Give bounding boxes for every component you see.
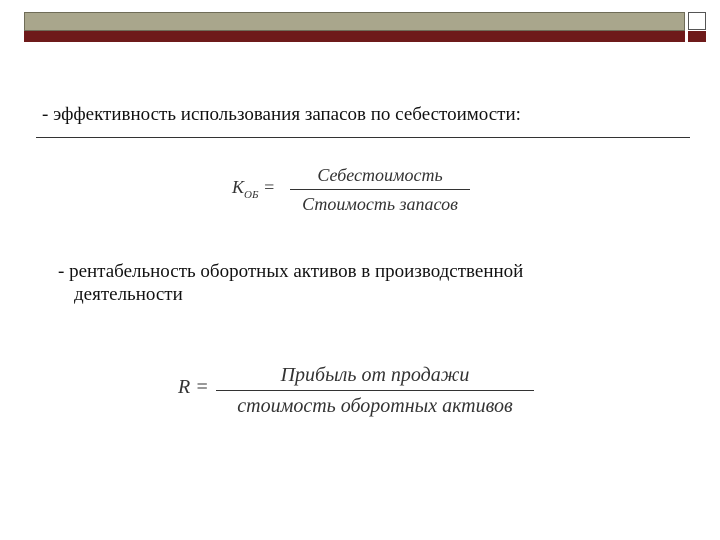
title-bar-decoration	[24, 12, 685, 31]
divider-line	[36, 137, 690, 138]
fraction-numerator: Себестоимость	[317, 165, 443, 185]
corner-accent-decoration	[688, 31, 706, 42]
fraction-denominator: стоимость оборотных активов	[237, 395, 513, 417]
equals-sign: =	[262, 177, 276, 197]
paragraph-line-1: - рентабельность оборотных активов в производственной	[58, 261, 524, 282]
paragraph-line-2: деятельности	[74, 284, 183, 305]
formula-symbol: K	[232, 177, 245, 197]
section-paragraph	[58, 260, 638, 306]
fraction-bar	[290, 189, 470, 190]
accent-bar-decoration	[24, 31, 685, 42]
fraction-bar	[216, 390, 534, 391]
fraction	[290, 165, 470, 215]
corner-square-decoration	[688, 12, 706, 30]
formula-lhs: R =	[178, 376, 209, 398]
formula-subscript: ОБ	[244, 189, 259, 201]
section-heading: - эффективность использования запасов по себестоимости:	[42, 104, 521, 125]
fraction-denominator: Стоимость запасов	[302, 194, 458, 214]
fraction	[216, 364, 534, 418]
fraction-numerator: Прибыль от продажи	[280, 364, 470, 386]
formula-lhs	[232, 177, 275, 201]
